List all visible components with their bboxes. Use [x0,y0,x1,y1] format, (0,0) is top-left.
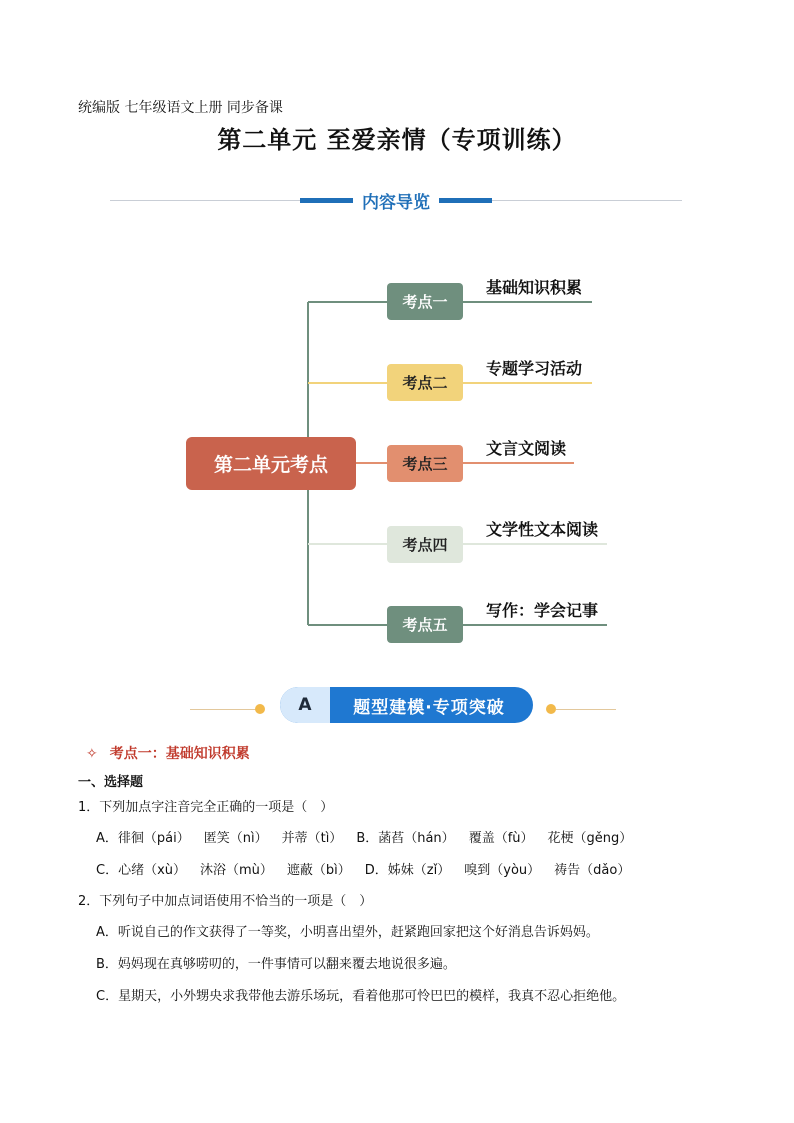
question-1-options-cd [96,859,644,878]
mind-map-root: 第二单元考点 [186,437,356,490]
section-left-line [190,709,258,710]
option-d-item: D．姊妹（zǐ） [364,863,451,878]
content-guide-banner [110,188,682,214]
page-title: 第二单元 至爱亲情（专项训练） [217,126,577,154]
section-badge: A [280,687,330,723]
question-1-options-ab [96,827,646,846]
banner-left-bar [300,198,353,203]
point-3-tag: 考点三 [387,445,463,482]
option-b-item: 花梗（gěng） [547,831,633,846]
banner-right-bar [439,198,492,203]
section-right-dot [546,704,556,714]
section-heading: 一、选择题 [78,775,144,790]
question-2-option-a: A．听说自己的作文获得了一等奖，小明喜出望外，赶紧跑回家把这个好消息告诉妈妈。 [96,925,599,940]
option-c-item: C．心绪（xù） [96,863,187,878]
point-heading-text: 考点一：基础知识积累 [109,746,250,762]
question-1-stem: 1．下列加点字注音完全正确的一项是（ ） [78,800,334,815]
question-2-option-c: C．星期天，小外甥央求我带他去游乐场玩，看着他那可怜巴巴的模样，我真不忍心拒绝他。 [96,989,626,1004]
section-right-line [556,709,616,710]
option-b-item: 覆盖（fù） [468,831,534,846]
section-banner [0,683,794,727]
point-4-tag: 考点四 [387,526,463,563]
section-left-dot [255,704,265,714]
option-b-item: B．菡萏（hán） [356,831,455,846]
subhead: 统编版 七年级语文上册 同步备课 [78,100,283,116]
point-5-tag: 考点五 [387,606,463,643]
option-a-item: 并蒂（tì） [281,831,343,846]
point-2-label: 专题学习活动 [486,359,583,378]
question-2-stem: 2．下列句子中加点词语使用不恰当的一项是（ ） [78,894,373,909]
point-heading [86,743,250,763]
banner-left-line [110,200,300,201]
diamond-icon: ✧ [86,746,98,762]
banner-label: 内容导览 [362,193,430,213]
option-c-item: 遮蔽（bì） [286,863,351,878]
option-c-item: 沐浴（mù） [200,863,273,878]
point-3-label: 文言文阅读 [486,439,567,458]
point-1-label: 基础知识积累 [486,278,583,297]
point-2-tag: 考点二 [387,364,463,401]
point-1-tag: 考点一 [387,283,463,320]
point-4-label: 文学性文本阅读 [486,520,599,539]
option-a-item: A．徘徊（pái） [96,831,190,846]
point-5-label: 写作：学会记事 [486,601,599,620]
option-d-item: 嗅到（yòu） [464,863,541,878]
question-2-option-b: B．妈妈现在真够唠叨的，一件事情可以翻来覆去地说很多遍。 [96,957,456,972]
banner-right-line [492,200,682,201]
option-d-item: 祷告（dǎo） [554,863,631,878]
section-label: 题型建模·专项突破 [353,697,505,718]
option-a-item: 匿笑（nì） [203,831,268,846]
